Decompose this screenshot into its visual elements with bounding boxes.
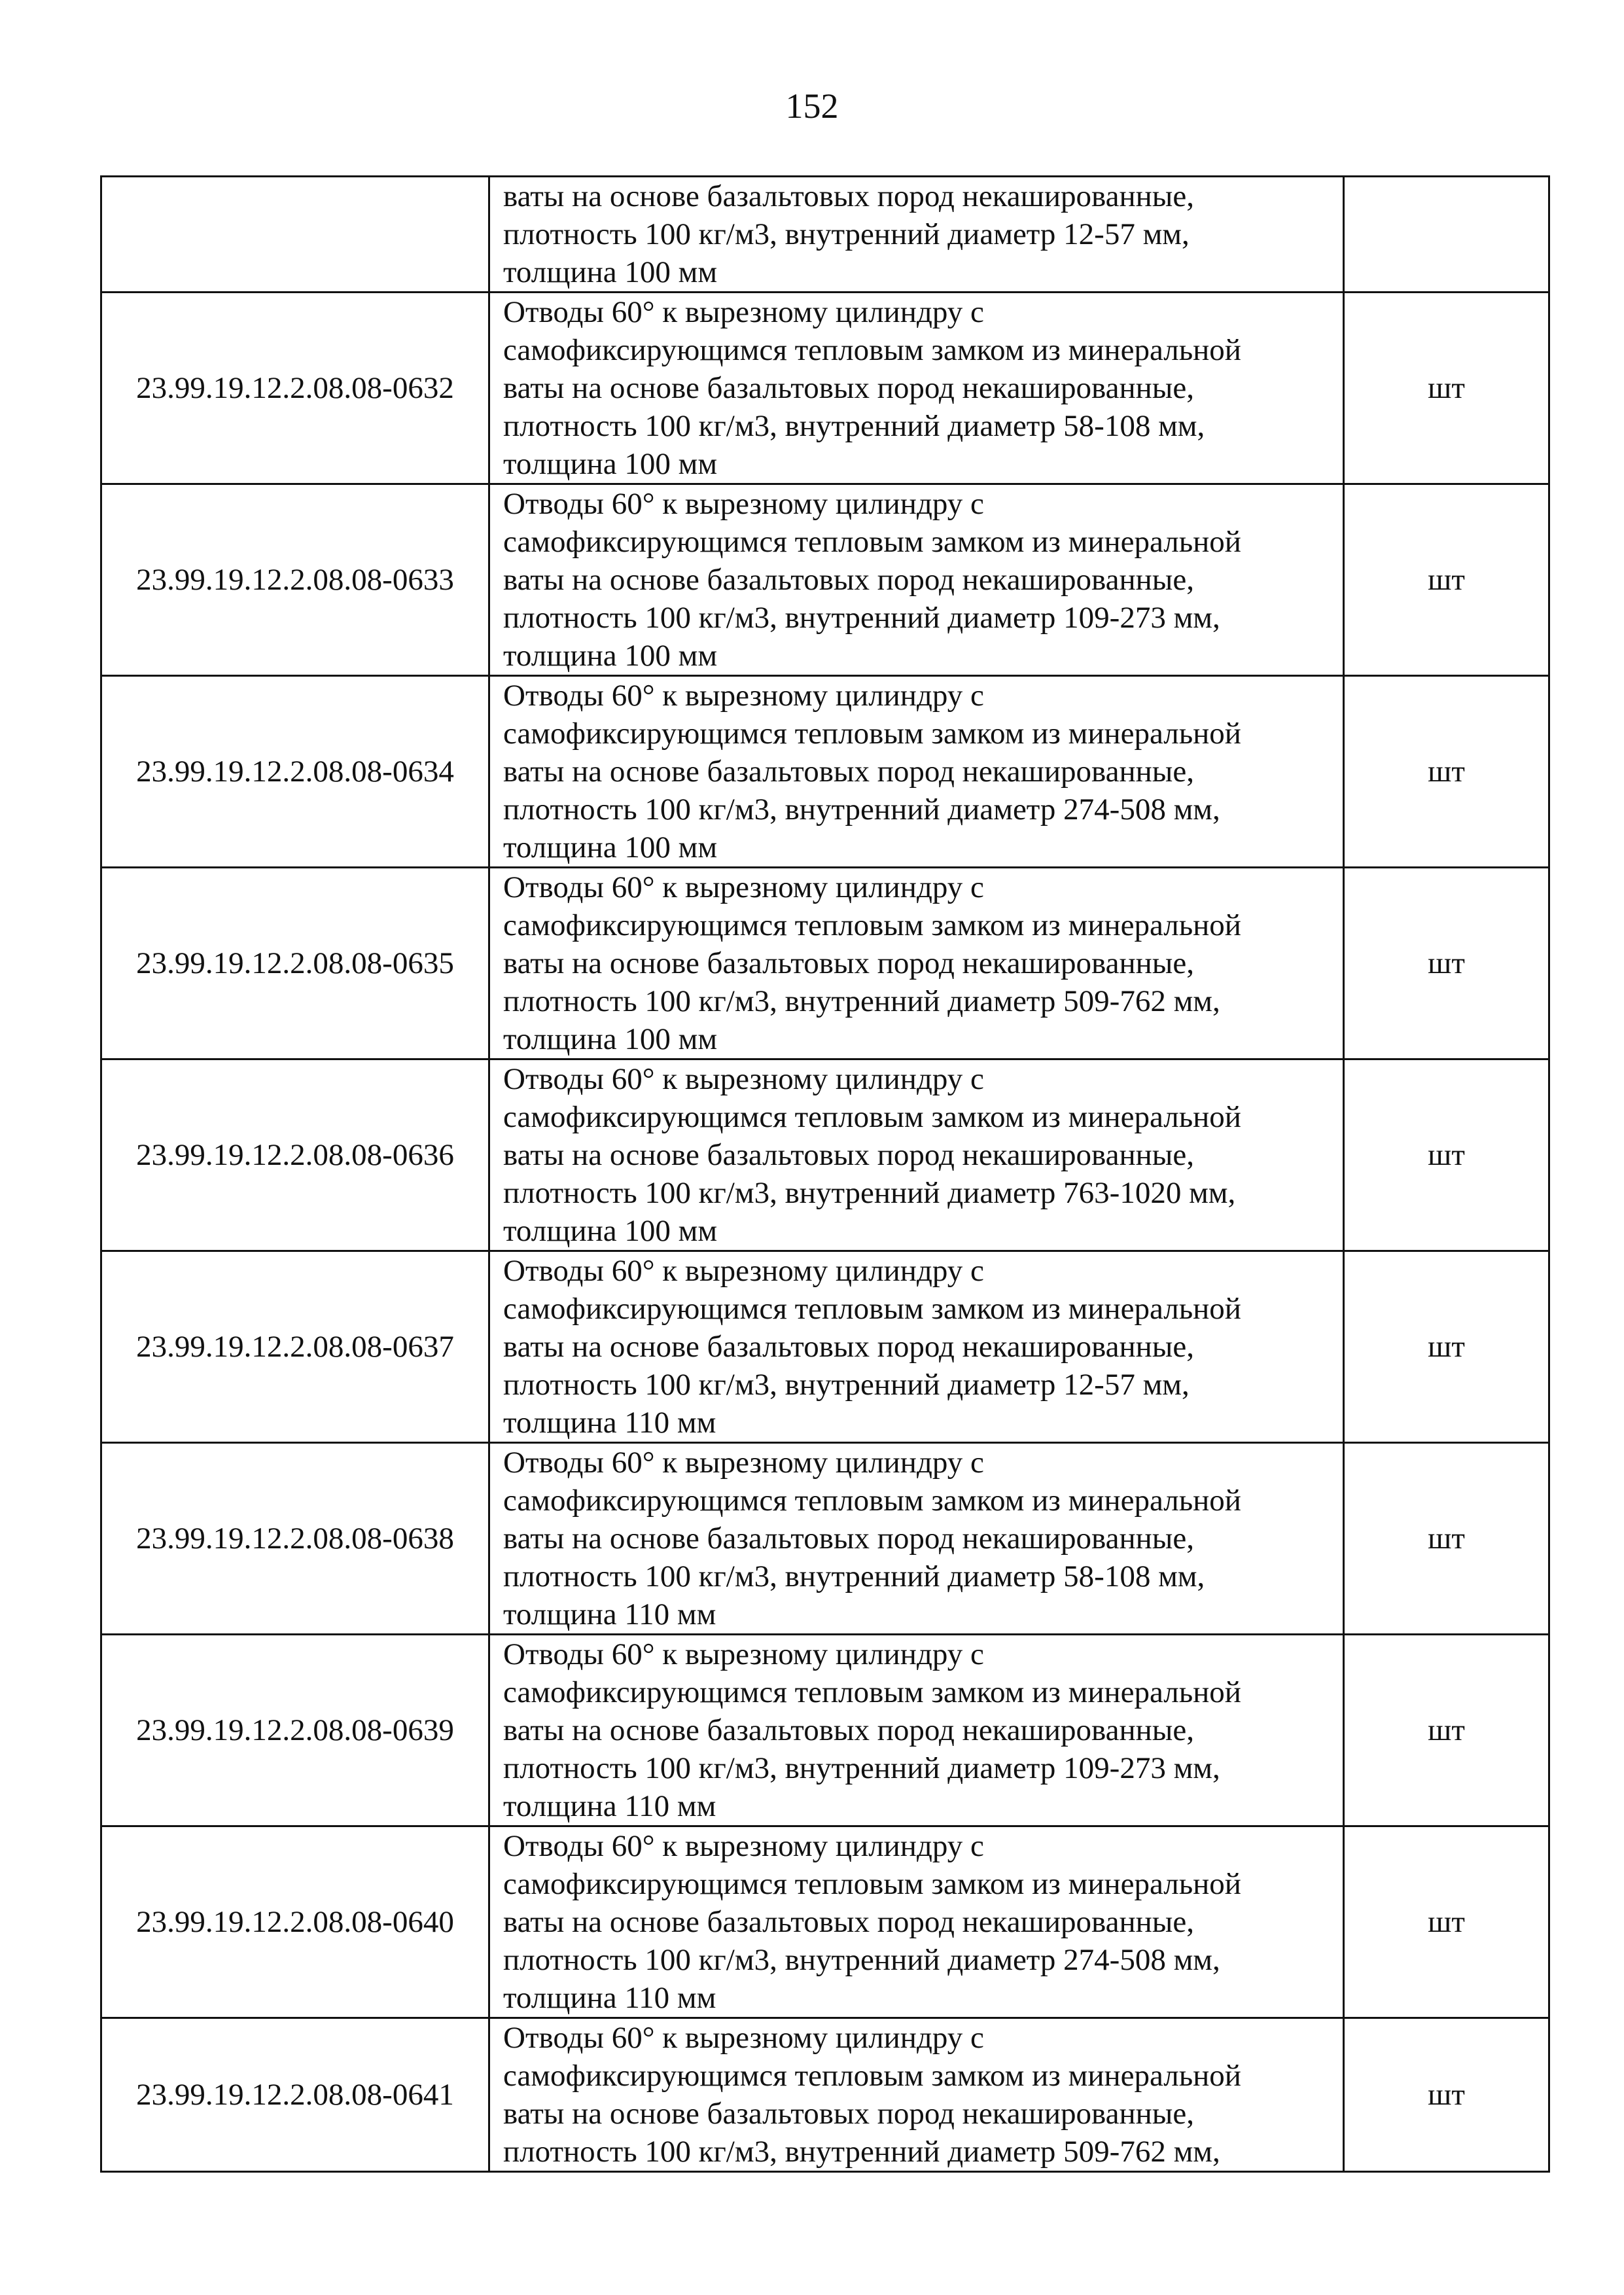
unit-of-measure: шт bbox=[1344, 293, 1549, 484]
description-line: самофиксирующимся тепловым замком из минеральной bbox=[503, 1484, 1241, 1518]
description-line: ваты на основе базальтовых пород некашированные, bbox=[503, 755, 1194, 789]
resource-code: 23.99.19.12.2.08.08-0639 bbox=[101, 1635, 489, 1826]
resource-code: 23.99.19.12.2.08.08-0641 bbox=[101, 2018, 489, 2172]
description-line: ваты на основе базальтовых пород некашированные, bbox=[503, 179, 1194, 213]
description-line: ваты на основе базальтовых пород некашированные, bbox=[503, 1521, 1194, 1556]
resource-code: 23.99.19.12.2.08.08-0640 bbox=[101, 1826, 489, 2018]
description-line: плотность 100 кг/м3, внутренний диаметр 58-108 мм, bbox=[503, 409, 1205, 443]
resource-code: 23.99.19.12.2.08.08-0636 bbox=[101, 1059, 489, 1251]
unit-of-measure: шт bbox=[1344, 484, 1549, 676]
description-line: плотность 100 кг/м3, внутренний диаметр 274-508 мм, bbox=[503, 792, 1220, 827]
description-line: ваты на основе базальтовых пород некашированные, bbox=[503, 1138, 1194, 1172]
description-line: Отводы 60° к вырезному цилиндру с bbox=[503, 1446, 984, 1480]
description-line: Отводы 60° к вырезному цилиндру с bbox=[503, 487, 984, 521]
resource-code: 23.99.19.12.2.08.08-0633 bbox=[101, 484, 489, 676]
description-line: плотность 100 кг/м3, внутренний диаметр 109-273 мм, bbox=[503, 1751, 1220, 1785]
description-line: самофиксирующимся тепловым замком из минеральной bbox=[503, 908, 1241, 942]
table-row bbox=[101, 1251, 1549, 1443]
description-line: самофиксирующимся тепловым замком из минеральной bbox=[503, 1867, 1241, 1901]
description-line: самофиксирующимся тепловым замком из минеральной bbox=[503, 333, 1241, 367]
resource-code: 23.99.19.12.2.08.08-0634 bbox=[101, 676, 489, 868]
description-line: плотность 100 кг/м3, внутренний диаметр 509-762 мм, bbox=[503, 2135, 1220, 2169]
description-line: самофиксирующимся тепловым замком из минеральной bbox=[503, 2059, 1241, 2093]
description-line: толщина 100 мм bbox=[503, 255, 718, 289]
description-line: самофиксирующимся тепловым замком из минеральной bbox=[503, 1292, 1241, 1326]
resource-description bbox=[489, 1826, 1344, 2018]
resource-description bbox=[489, 676, 1344, 868]
description-line: плотность 100 кг/м3, внутренний диаметр 763-1020 мм, bbox=[503, 1176, 1236, 1210]
resource-code: 23.99.19.12.2.08.08-0635 bbox=[101, 868, 489, 1059]
unit-of-measure: шт bbox=[1344, 1251, 1549, 1443]
description-line: ваты на основе базальтовых пород некашированные, bbox=[503, 1713, 1194, 1747]
unit-of-measure: шт bbox=[1344, 676, 1549, 868]
resource-table-body bbox=[101, 177, 1549, 2172]
description-line: самофиксирующимся тепловым замком из минеральной bbox=[503, 717, 1241, 751]
description-line: ваты на основе базальтовых пород некашированные, bbox=[503, 1905, 1194, 1939]
resource-table bbox=[100, 175, 1550, 2173]
table-row bbox=[101, 868, 1549, 1059]
description-line: ваты на основе базальтовых пород некашированные, bbox=[503, 563, 1194, 597]
resource-description bbox=[489, 2018, 1344, 2172]
resource-description bbox=[489, 1443, 1344, 1635]
unit-of-measure: шт bbox=[1344, 868, 1549, 1059]
description-line: толщина 110 мм bbox=[503, 1981, 716, 2015]
description-line: Отводы 60° к вырезному цилиндру с bbox=[503, 679, 984, 713]
description-line: плотность 100 кг/м3, внутренний диаметр 274-508 мм, bbox=[503, 1943, 1220, 1977]
description-line: Отводы 60° к вырезному цилиндру с bbox=[503, 870, 984, 904]
unit-of-measure bbox=[1344, 177, 1549, 293]
description-line: толщина 110 мм bbox=[503, 1789, 716, 1823]
description-line: толщина 100 мм bbox=[503, 447, 718, 481]
resource-code: 23.99.19.12.2.08.08-0632 bbox=[101, 293, 489, 484]
table-row bbox=[101, 676, 1549, 868]
description-line: толщина 110 мм bbox=[503, 1597, 716, 1631]
description-line: Отводы 60° к вырезному цилиндру с bbox=[503, 1637, 984, 1671]
description-line: ваты на основе базальтовых пород некашированные, bbox=[503, 2097, 1194, 2131]
table-row bbox=[101, 1443, 1549, 1635]
description-line: плотность 100 кг/м3, внутренний диаметр 12-57 мм, bbox=[503, 217, 1190, 251]
unit-of-measure: шт bbox=[1344, 1443, 1549, 1635]
description-line: толщина 100 мм bbox=[503, 639, 718, 673]
table-row bbox=[101, 293, 1549, 484]
resource-description bbox=[489, 177, 1344, 293]
description-line: толщина 110 мм bbox=[503, 1406, 716, 1440]
description-line: плотность 100 кг/м3, внутренний диаметр 58-108 мм, bbox=[503, 1559, 1205, 1593]
description-line: толщина 100 мм bbox=[503, 830, 718, 864]
description-line: Отводы 60° к вырезному цилиндру с bbox=[503, 295, 984, 329]
description-line: плотность 100 кг/м3, внутренний диаметр 12-57 мм, bbox=[503, 1368, 1190, 1402]
resource-description bbox=[489, 1251, 1344, 1443]
description-line: Отводы 60° к вырезному цилиндру с bbox=[503, 1254, 984, 1288]
description-line: плотность 100 кг/м3, внутренний диаметр 109-273 мм, bbox=[503, 601, 1220, 635]
table-row bbox=[101, 1635, 1549, 1826]
description-line: плотность 100 кг/м3, внутренний диаметр 509-762 мм, bbox=[503, 984, 1220, 1018]
description-line: самофиксирующимся тепловым замком из минеральной bbox=[503, 1675, 1241, 1709]
description-line: самофиксирующимся тепловым замком из минеральной bbox=[503, 1100, 1241, 1134]
unit-of-measure: шт bbox=[1344, 1826, 1549, 2018]
resource-code: 23.99.19.12.2.08.08-0638 bbox=[101, 1443, 489, 1635]
table-row bbox=[101, 177, 1549, 293]
resource-code: 23.99.19.12.2.08.08-0637 bbox=[101, 1251, 489, 1443]
description-line: ваты на основе базальтовых пород некашированные, bbox=[503, 371, 1194, 405]
table-row bbox=[101, 484, 1549, 676]
resource-description bbox=[489, 484, 1344, 676]
resource-description bbox=[489, 868, 1344, 1059]
unit-of-measure: шт bbox=[1344, 2018, 1549, 2172]
resource-description bbox=[489, 293, 1344, 484]
table-row bbox=[101, 1826, 1549, 2018]
table-row bbox=[101, 2018, 1549, 2172]
description-line: ваты на основе базальтовых пород некашированные, bbox=[503, 946, 1194, 980]
description-line: Отводы 60° к вырезному цилиндру с bbox=[503, 2021, 984, 2055]
description-line: Отводы 60° к вырезному цилиндру с bbox=[503, 1829, 984, 1863]
description-line: Отводы 60° к вырезному цилиндру с bbox=[503, 1062, 984, 1096]
unit-of-measure: шт bbox=[1344, 1059, 1549, 1251]
table-row bbox=[101, 1059, 1549, 1251]
unit-of-measure: шт bbox=[1344, 1635, 1549, 1826]
description-line: толщина 100 мм bbox=[503, 1214, 718, 1248]
description-line: ваты на основе базальтовых пород некашированные, bbox=[503, 1330, 1194, 1364]
resource-code bbox=[101, 177, 489, 293]
description-line: самофиксирующимся тепловым замком из минеральной bbox=[503, 525, 1241, 559]
resource-description bbox=[489, 1635, 1344, 1826]
page-number: 152 bbox=[785, 86, 839, 126]
resource-description bbox=[489, 1059, 1344, 1251]
description-line: толщина 100 мм bbox=[503, 1022, 718, 1056]
